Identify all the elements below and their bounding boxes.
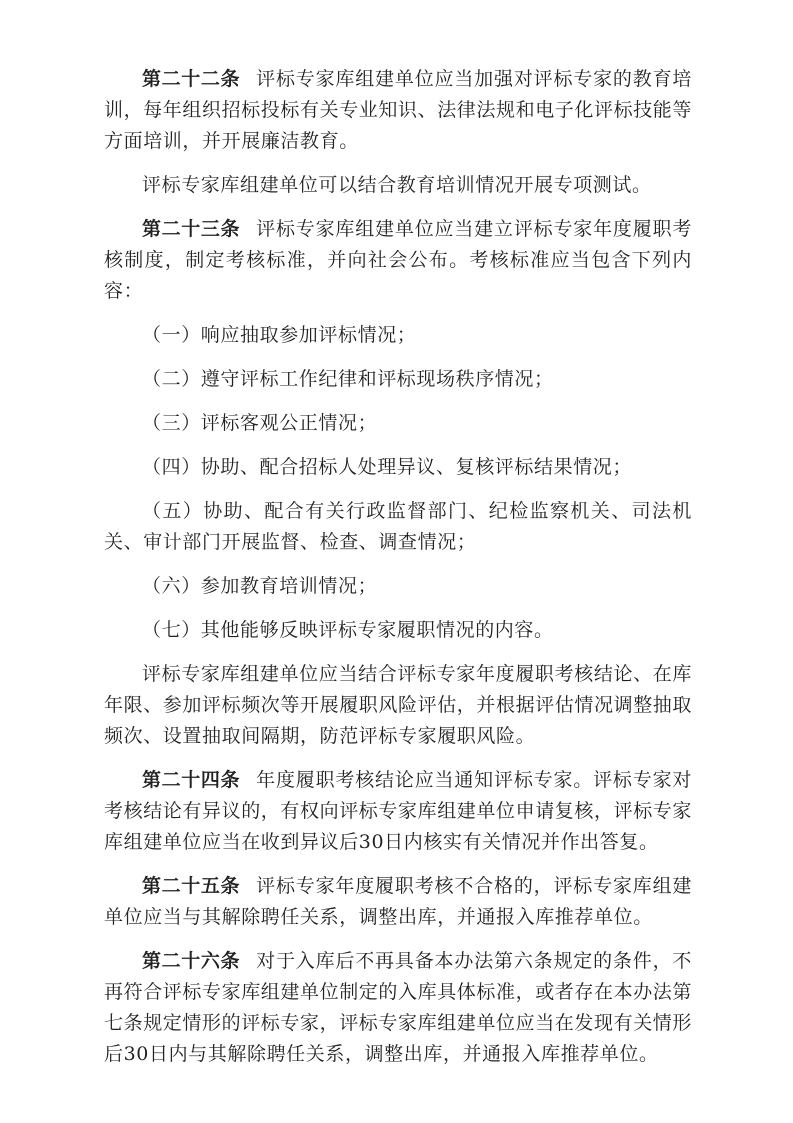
article-26-text: 对于入库后不再具备本办法第六条规定的条件，不再符合评标专家库组建单位制定的入库具体标准，或者存在本办法第七条规定情形的评标专家，评标专家库组建单位应当在发现有关情形后30日内与其解除聘任关系，调整出库，并通报入库推荐单位。 <box>104 950 693 1065</box>
article-26 <box>104 946 692 1070</box>
article-23-item-5: （五）协助、配合有关行政监督部门、纪检监察机关、司法机关、审计部门开展监督、检查、调查情况； <box>104 500 692 553</box>
article-23-item-1: （一）响应抽取参加评标情况； <box>142 324 417 346</box>
article-25-number: 第二十五条 <box>142 875 241 897</box>
article-23-number: 第二十三条 <box>142 218 241 240</box>
article-24-text: 年度履职考核结论应当通知评标专家。评标专家对考核结论有异议的，有权向评标专家库组建单位申请复核，评标专家库组建单位应当在收到异议后30日内核实有关情况并作出答复。 <box>104 769 693 853</box>
article-22-number: 第二十二条 <box>142 68 241 90</box>
article-23-item-2: （二）遵守评标工作纪律和评标现场秩序情况； <box>142 368 554 390</box>
article-24-number: 第二十四条 <box>142 769 241 791</box>
article-23-text: 评标专家库组建单位应当建立评标专家年度履职考核制度，制定考核标准，并向社会公布。考核标准应当包含下列内容： <box>104 218 692 302</box>
article-23-item-4: （四）协助、配合招标人处理异议、复核评标结果情况； <box>142 456 633 478</box>
article-23 <box>104 214 692 307</box>
article-22 <box>104 64 692 157</box>
article-24 <box>104 765 692 858</box>
article-26-number: 第二十六条 <box>142 950 241 972</box>
article-23-item-3: （三）评标客观公正情况； <box>142 412 378 434</box>
article-22-text: 评标专家库组建单位应当加强对评标专家的教育培训，每年组织招标投标有关专业知识、法律法规和电子化评标技能等方面培训，并开展廉洁教育。 <box>104 68 693 152</box>
article-25-text: 评标专家年度履职考核不合格的，评标专家库组建单位应当与其解除聘任关系，调整出库，并通报入库推荐单位。 <box>104 875 692 928</box>
article-25 <box>104 871 692 933</box>
article-23-paragraph-2: 评标专家库组建单位应当结合评标专家年度履职考核结论、在库年限、参加评标频次等开展履职风险评估，并根据评估情况调整抽取频次、设置抽取间隔期，防范评标专家履职风险。 <box>104 663 693 747</box>
article-22-paragraph-2: 评标专家库组建单位可以结合教育培训情况开展专项测试。 <box>142 174 652 196</box>
article-23-item-7: （七）其他能够反映评标专家履职情况的内容。 <box>142 619 554 641</box>
document-body <box>104 64 692 1083</box>
article-23-item-6: （六）参加教育培训情况； <box>142 575 378 597</box>
